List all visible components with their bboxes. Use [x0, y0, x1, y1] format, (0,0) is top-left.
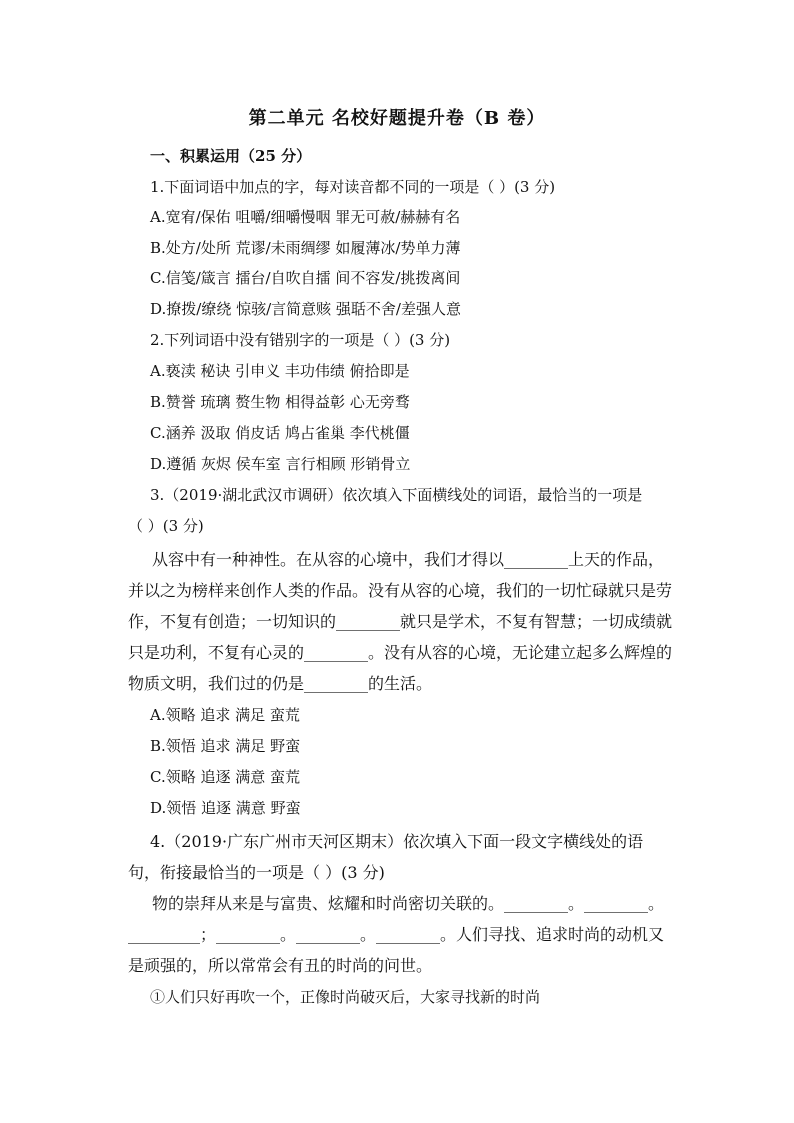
question-4-passage: [128, 888, 674, 981]
question-4-stem-text: 4.（2019·广东广州市天河区期末）依次填入下面一段文字横线处的语句，衔接最恰当的一项是（ ）(3 分): [128, 832, 644, 882]
question-3-option-d: D.领悟 追逐 满意 野蛮: [150, 799, 301, 817]
question-1-option-d: D.撩拨/缭绕 惊骇/言简意赅 强聒不舍/差强人意: [150, 300, 461, 318]
question-3-stem-continued: （ ）(3 分): [128, 517, 204, 535]
question-2-option-c: C.涵养 汲取 俏皮话 鸠占雀巢 李代桃僵: [150, 424, 410, 442]
question-2-option-a: A.亵渎 秘诀 引申义 丰功伟绩 俯拾即是: [150, 362, 410, 380]
question-3-option-a: A.领略 追求 满足 蛮荒: [150, 706, 300, 724]
passage-text: 物的崇拜从来是与富贵、炫耀和时尚密切关联的。________。________。_________；________。________。________。人们寻找、追求时尚的动机又是顽强的，所以常常会有丑的时尚的问世。: [128, 894, 665, 975]
question-2-option-b: B.赞誉 琉璃 赘生物 相得益彰 心无旁骛: [150, 393, 410, 411]
question-3-option-b: B.领悟 追求 满足 野蛮: [150, 737, 301, 755]
question-2-option-d: D.遵循 灰烬 侯车室 言行相顾 形销骨立: [150, 455, 411, 473]
question-2-stem: 2.下列词语中没有错别字的一项是（ ）(3 分): [150, 331, 451, 349]
passage-text: 从容中有一种神性。在从容的心境中，我们才得以________上天的作品，并以之为榜样来创作人类的作品。没有从容的心境，我们的一切忙碌就只是劳作，不复有创造；一切知识的________就只是学术，不复有智慧；一切成绩就只是功利，不复有心灵的________。没有从容的心境，无论建立起多么辉煌的物质文明，我们过的仍是________的生活。: [128, 550, 673, 693]
section-heading: 一、积累运用（25 分）: [150, 147, 312, 165]
question-4-item-1: ①人们只好再吹一个，正像时尚破灭后，大家寻找新的时尚: [150, 988, 541, 1006]
question-3-option-c: C.领略 追逐 满意 蛮荒: [150, 768, 301, 786]
question-1-stem: 1.下面词语中加点的字，每对读音都不同的一项是（ ）(3 分): [150, 178, 556, 196]
question-4-stem: [128, 826, 674, 888]
question-1-option-b: B.处方/处所 荒谬/未雨绸缪 如履薄冰/势单力薄: [150, 239, 461, 257]
question-1-option-a: A.宽宥/保佑 咀嚼/细嚼慢咽 罪无可赦/赫赫有名: [150, 208, 461, 226]
question-3-stem: 3.（2019·湖北武汉市调研）依次填入下面横线处的词语，最恰当的一项是: [150, 486, 643, 504]
question-3-passage: [128, 544, 674, 699]
page-title: 第二单元 名校好题提升卷（B 卷）: [248, 108, 546, 129]
question-1-option-c: C.信笺/箴言 擂台/自吹自擂 间不容发/挑拨离间: [150, 269, 461, 287]
